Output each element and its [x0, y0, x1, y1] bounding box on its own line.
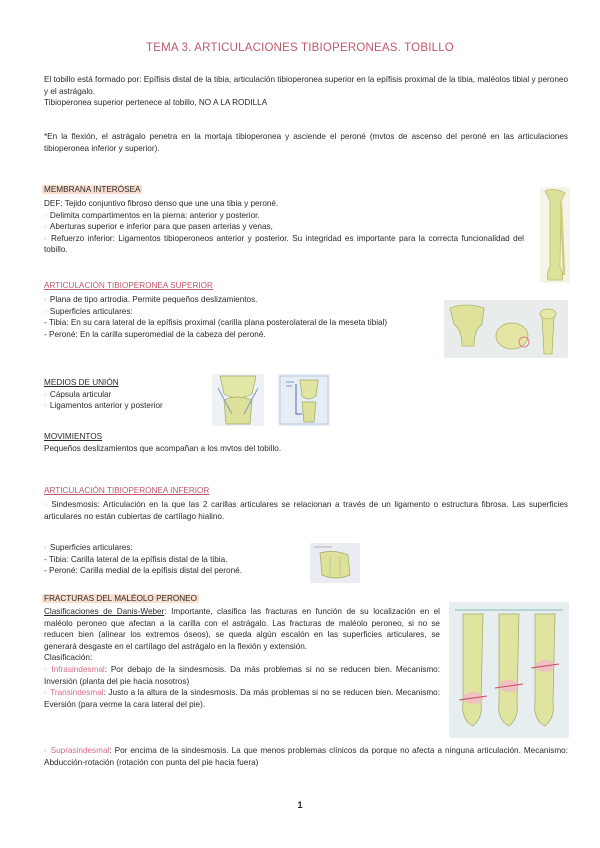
medios-item: ◦ Ligamentos anterior y posterior	[44, 401, 163, 411]
distal-tibiofibular-image	[310, 543, 360, 583]
medios-heading: MEDIOS DE UNIÓN	[44, 378, 119, 387]
bullet-icon: ◦	[44, 222, 47, 232]
superior-item: ◦ Plana de tipo artrodia. Permite pequeños deslizamientos.	[44, 295, 258, 304]
bullet-icon: ◦	[44, 746, 48, 755]
superior-item: ◦ Superficies articulares:	[44, 306, 133, 316]
superior-tibia: - Tibia: En su cara lateral de la epífisis proximal (carilla plana posterolateral de la meseta tibial)	[44, 318, 388, 328]
inferior-block	[44, 542, 304, 577]
intro-block	[44, 74, 568, 109]
movimientos-heading: MOVIMIENTOS	[44, 432, 103, 441]
movimientos-block	[44, 431, 444, 454]
fractura-type-label: Transindesmal	[50, 688, 104, 698]
page-number: 1	[297, 800, 303, 810]
inferior-item: ◦ Superficies articulares:	[44, 543, 133, 552]
fracturas-block	[44, 606, 440, 710]
bullet-icon: ◦	[44, 233, 49, 243]
superior-perone: - Peroné: En la carilla superomedial de la cabeza del peroné.	[44, 329, 266, 339]
fractura-type-label: Infrasindesmal	[51, 664, 105, 674]
suprasindesmal-block	[44, 745, 568, 768]
inferior-sindesmosis	[44, 499, 568, 522]
inferior-tibia: - Tibia: Carilla lateral de la epífisis distal de la tibia.	[44, 554, 228, 564]
flexion-note	[44, 131, 568, 154]
superior-block	[44, 294, 436, 340]
danis-weber-paragraph: Clasificaciones de Danis-Weber: Importante, clasifica las fracturas en función de su localización en el maléolo peroneo que afectan a la carilla con el astrágalo. Las fracturas de maléolo peroneo, si no se reducen bien (alinear los extremos óseos), se queda algún escalón en las superficies articulares, se generará desgaste en el cartílago del astrágalo en la flexión y extensión.	[44, 607, 441, 651]
proximal-tibia-bones-image	[444, 300, 568, 358]
knee-joint-image	[212, 374, 264, 426]
bullet-icon: ◦	[44, 664, 49, 674]
superior-heading	[44, 280, 213, 292]
danis-weber-lead: Clasificaciones de Danis-Weber	[44, 607, 165, 616]
membrana-def: DEF: Tejido conjuntivo fibroso denso que une una tibia y peroné.	[44, 199, 279, 208]
medios-block	[44, 377, 214, 412]
bullet-icon: ◦	[44, 401, 47, 411]
bullet-icon: ◦	[44, 210, 47, 220]
bullet-icon: ◦	[44, 543, 47, 552]
fracturas-heading	[44, 593, 199, 605]
bullet-icon: ◦	[44, 500, 49, 509]
fractura-type-item: ◦ Infrasindesmal: Por debajo de la sindesmosis. Da más problemas si no se reducen bien. Mecanismo: Inversión (planta del pie hacia nosotros)	[44, 664, 441, 686]
medios-item: ◦ Cápsula articular	[44, 389, 112, 399]
membrana-item: ◦ Refuerzo inferior: Ligamentos tibioperoneos anterior y posterior. Su integridad es importante para la correcta funcionalidad del tobillo.	[44, 233, 524, 255]
fractura-type-item: ◦ Suprasindesmal: Por encima de la sindesmosis. La que menos problemas clínicos da porque no afecta a ninguna articulación. Mecanismo: Abducción-rotación (rotación con punta del pie hacia fuera)	[44, 746, 569, 767]
inferior-item: ◦ Sindesmosis: Articulación en la que las 2 carillas articulares se relacionan a través de un ligamento o estructura fibrosa. Las superficies articulares no están cubiertas de cartílago hialino.	[44, 500, 568, 521]
knee-ligaments-image	[278, 374, 330, 426]
membrana-block	[44, 198, 524, 256]
bullet-icon: ◦	[44, 688, 48, 698]
inferior-perone: - Peroné: Carilla medial de la epífisis distal del peroné.	[44, 566, 242, 576]
intro-note: Tibioperonea superior pertenece al tobillo, NO A LA RODILLA	[44, 98, 268, 108]
clasificacion-label: Clasificación:	[44, 653, 93, 663]
bullet-icon: ◦	[44, 389, 47, 399]
flexion-note-text: *En la flexión, el astrágalo penetra en la mortaja tibioperonea y asciende el peroné (mvtos de ascenso del peroné en las articulaciones tibioperonea inferior y superior).	[44, 132, 568, 153]
inferior-heading	[44, 485, 209, 497]
membrana-heading-text: MEMBRANA INTERÓSEA	[44, 185, 141, 194]
movimientos-text: Pequeños deslizamientos que acompañan a los mvtos del tobillo.	[44, 443, 282, 453]
fractura-type-label: Suprasindesmal	[50, 746, 110, 755]
fractura-type-item: ◦ Transindesmal: Justo a la altura de la sindesmosis. Da más problemas si no se reducen bien. Mecanismo: Eversión (para verme la cara lateral del pie).	[44, 688, 440, 709]
page-title: TEMA 3. ARTICULACIONES TIBIOPERONEAS. TOBILLO	[146, 42, 454, 54]
bullet-icon: ◦	[44, 295, 47, 304]
danis-weber-fractures-image	[449, 602, 569, 738]
membrana-item: ◦ Delimita compartimentos en la pierna: anterior y posterior.	[44, 210, 260, 220]
membrana-item: ◦ Aberturas superior e inferior para que pasen arterias y venas,	[44, 222, 273, 232]
bullet-icon: ◦	[44, 306, 47, 316]
fracturas-heading-text: FRACTURAS DEL MALÉOLO PERONEO	[44, 594, 198, 603]
superior-heading-text: ARTICULACIÓN TIBIOPERONEA SUPERIOR	[44, 281, 213, 290]
inferior-heading-text: ARTICULACIÓN TIBIOPERONEA INFERIOR	[44, 486, 210, 495]
intro-paragraph: El tobillo está formado por: Epífisis distal de la tibia, articulación tibioperonea superior en la epífisis proximal de la tibia, maléolos tibial y peroneo y el astrágalo.	[44, 75, 568, 96]
tibia-fibula-bone-image	[540, 187, 570, 283]
membrana-heading	[44, 184, 142, 196]
